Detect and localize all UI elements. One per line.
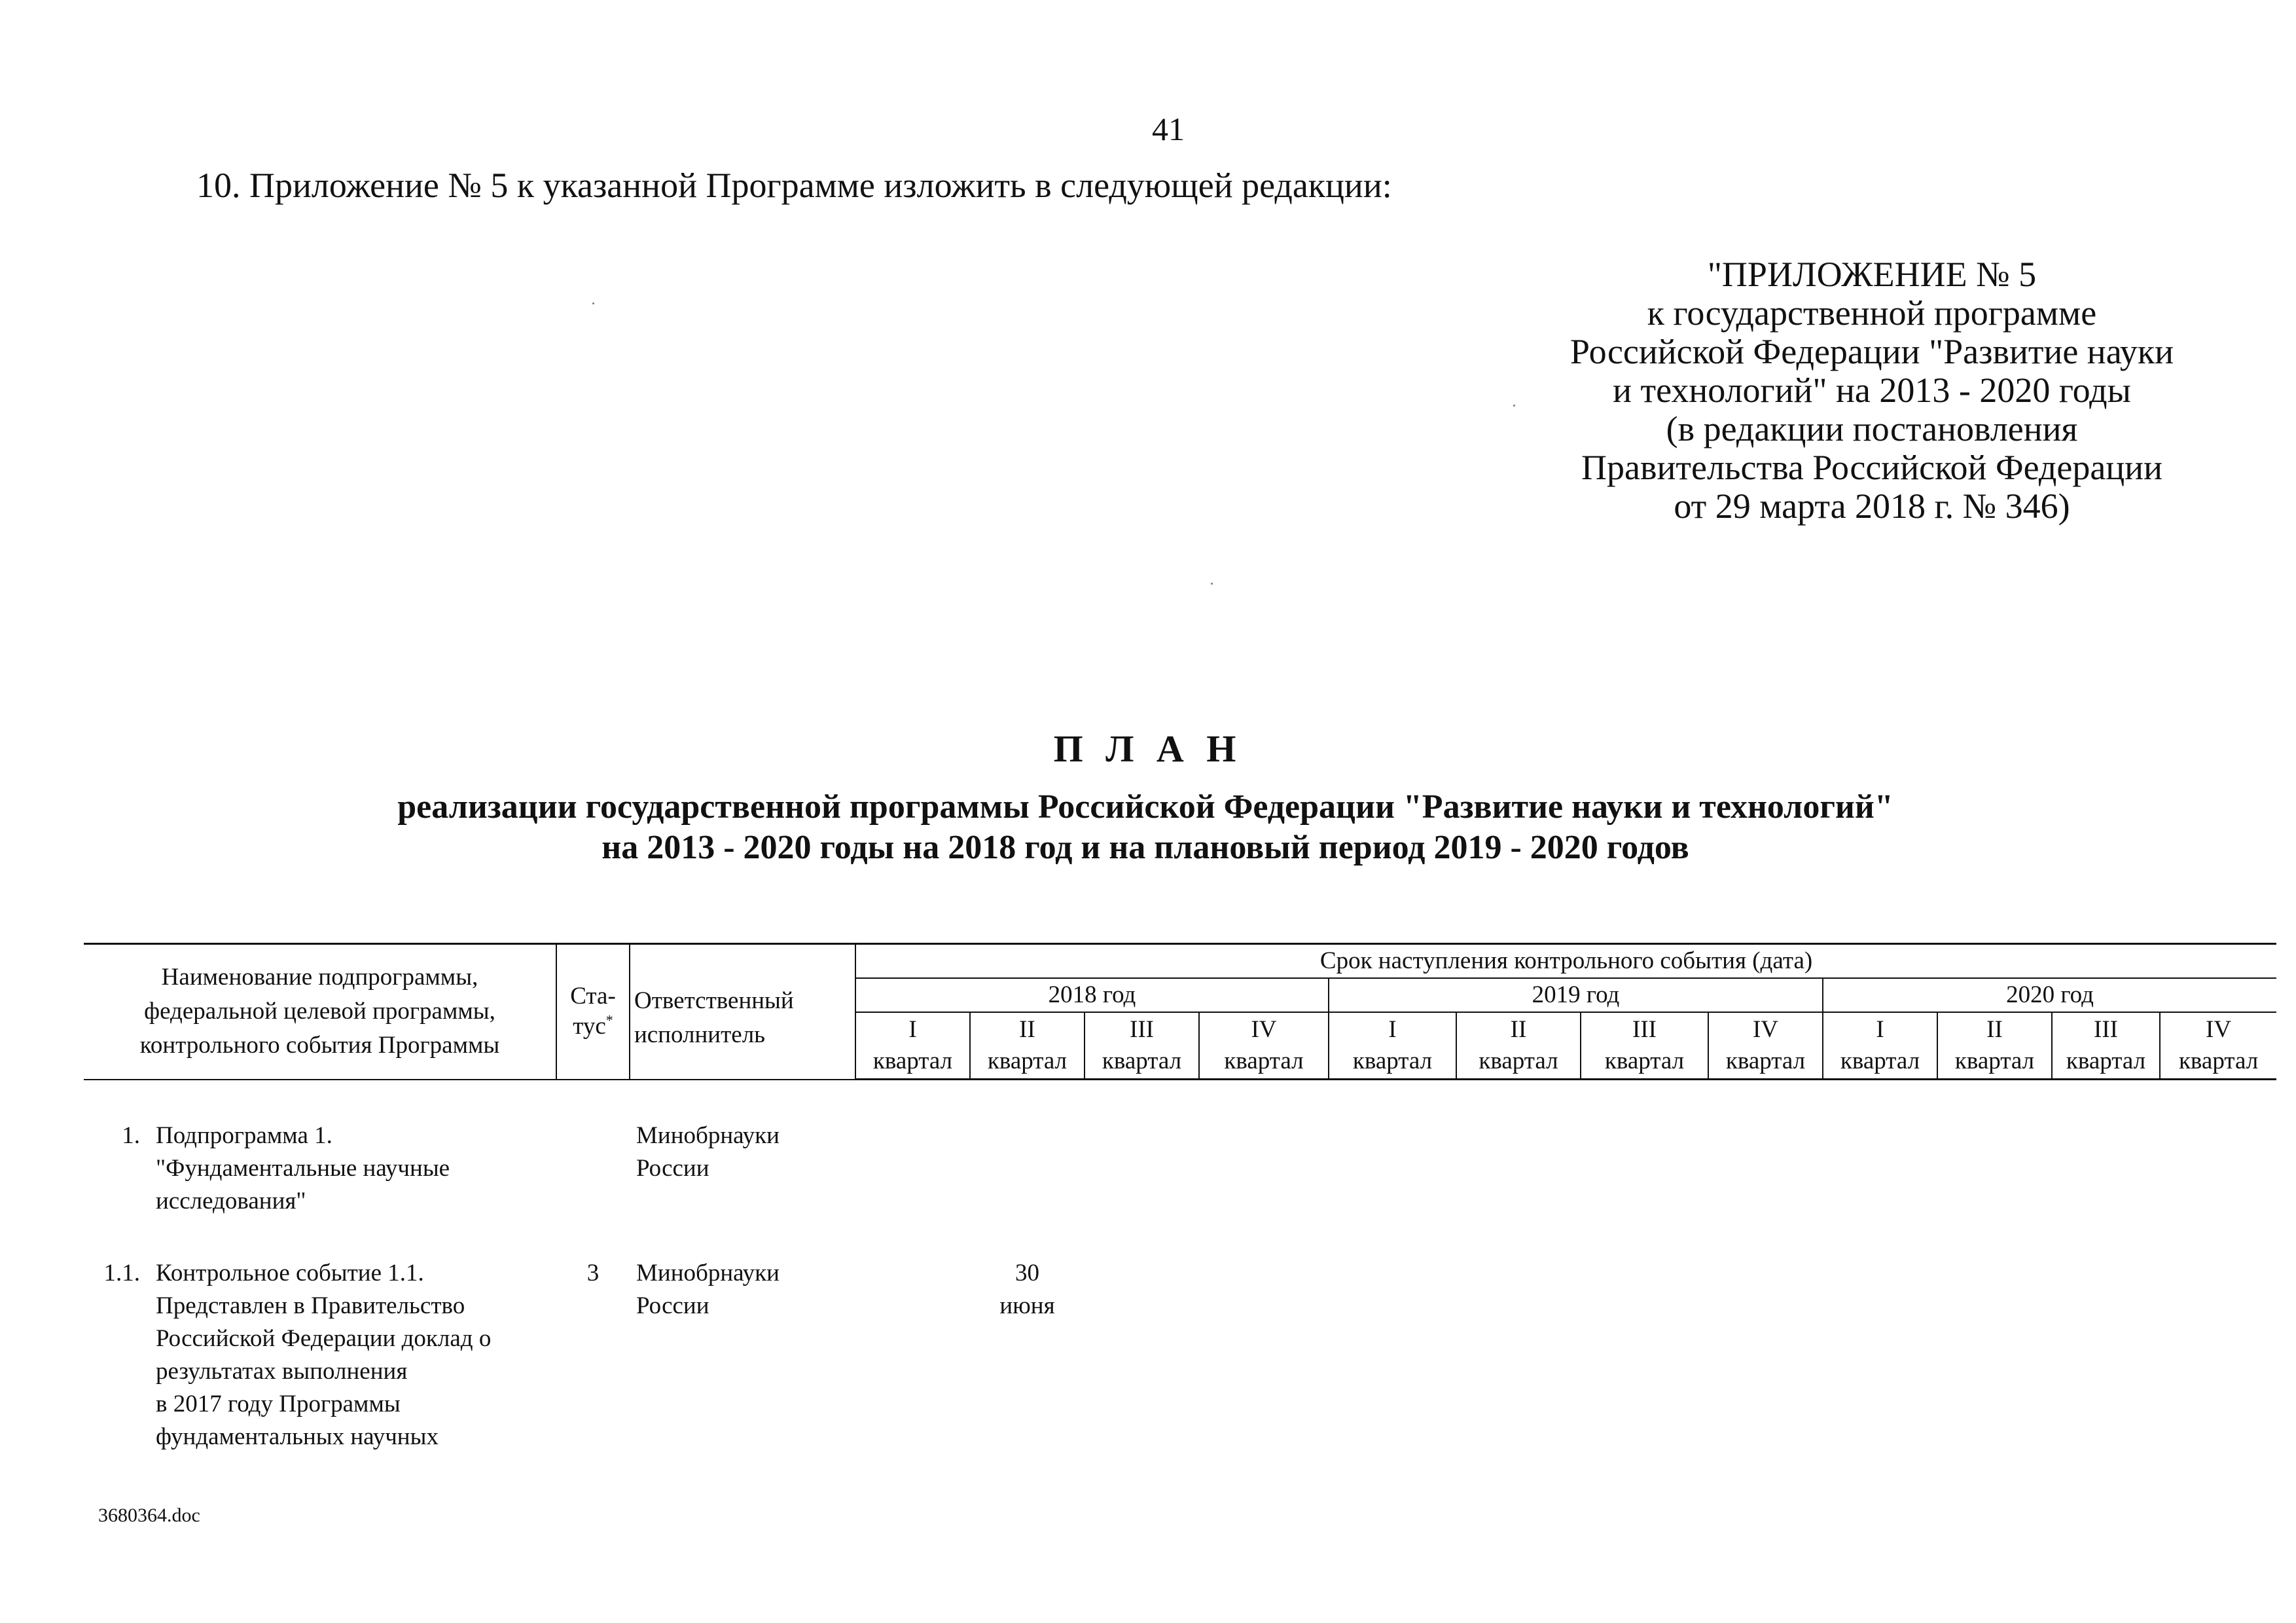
quarter-numeral: III (1632, 1016, 1657, 1043)
row-status: 3 (586, 1260, 600, 1286)
page-number: 41 (1152, 111, 1185, 147)
row-date (1581, 1257, 1708, 1453)
row-date (2160, 1120, 2276, 1218)
deadline-header: Срок наступления контрольного события (дата) (855, 944, 2276, 979)
name-header-line: федеральной целевой программы, (144, 998, 495, 1025)
quarter-word: квартал (1102, 1048, 1182, 1074)
scan-speck (1211, 583, 1213, 585)
row-date (1456, 1120, 1581, 1218)
quarter-word: квартал (1352, 1048, 1433, 1074)
quarter-word: квартал (1840, 1048, 1920, 1074)
plan-table (84, 943, 2276, 1453)
executor-header-line2: исполнитель (634, 1021, 766, 1048)
status-header-line1: Ста- (570, 983, 616, 1010)
scan-speck (1513, 405, 1515, 407)
quarter-word: квартал (1224, 1048, 1304, 1074)
row-date (970, 1120, 1085, 1218)
quarter-header (1708, 1012, 1823, 1080)
row-date (855, 1257, 970, 1453)
row-date (1085, 1120, 1199, 1218)
instruction-text: 10. Приложение № 5 к указанной Программе изложить в следующей редакции: (196, 166, 1392, 205)
row-executor: Минобрнауки России (636, 1260, 780, 1319)
quarter-header (1581, 1012, 1708, 1080)
status-header-line2: тус (573, 1013, 606, 1040)
row-date (1456, 1257, 1581, 1453)
row-date (1937, 1120, 2052, 1218)
quarter-word: квартал (1604, 1048, 1685, 1074)
quarter-header (855, 1012, 970, 1080)
row-number: 1. (122, 1122, 140, 1149)
row-date (2052, 1120, 2160, 1218)
quarter-word: квартал (872, 1048, 953, 1074)
scan-speck (592, 302, 594, 304)
appendix-header (1505, 255, 2238, 526)
appendix-header-line: Российской Федерации "Развитие науки (1570, 332, 2174, 371)
quarter-numeral: III (1130, 1016, 1154, 1043)
quarter-numeral: IV (1251, 1016, 1277, 1043)
quarter-word: квартал (987, 1048, 1067, 1074)
quarter-numeral: IV (2206, 1016, 2232, 1043)
status-footnote-mark: * (605, 1012, 613, 1029)
row-date (1581, 1120, 1708, 1218)
plan-subtitle-line: реализации государственной программы Российской Федерации "Развитие науки и технологий" (397, 788, 1893, 826)
row-date (1937, 1257, 2052, 1453)
document-code: 3680364.doc (98, 1504, 200, 1526)
quarter-header (1456, 1012, 1581, 1080)
quarter-numeral: I (908, 1016, 917, 1043)
appendix-header-line: от 29 марта 2018 г. № 346) (1674, 486, 2070, 526)
year-header-2018: 2018 год (855, 978, 1329, 1012)
plan-subtitle-line: на 2013 - 2020 годы на 2018 год и на плановый период 2019 - 2020 годов (601, 829, 1689, 866)
year-header-2020: 2020 год (1823, 978, 2276, 1012)
row-date (2052, 1257, 2160, 1453)
quarter-header (970, 1012, 1085, 1080)
row-number: 1.1. (103, 1260, 140, 1286)
row-name: Подпрограмма 1. "Фундаментальные научные исследования" (156, 1122, 450, 1214)
quarter-numeral: II (1986, 1016, 2003, 1043)
row-date (1199, 1120, 1329, 1218)
name-header-line: Наименование подпрограммы, (161, 964, 478, 991)
executor-header-line1: Ответственный (634, 987, 794, 1014)
row-status (556, 1120, 630, 1218)
table-row (84, 1120, 2276, 1218)
quarter-numeral: I (1876, 1016, 1884, 1043)
row-date (1085, 1257, 1199, 1453)
executor-column-header (630, 944, 855, 1080)
appendix-header-line: (в редакции постановления (1666, 409, 2078, 448)
quarter-numeral: III (2094, 1016, 2118, 1043)
name-column-header (84, 944, 556, 1080)
quarter-word: квартал (1479, 1048, 1558, 1074)
appendix-header-line: и технологий" на 2013 - 2020 годы (1613, 371, 2131, 410)
row-date (1329, 1120, 1456, 1218)
table-row (84, 1257, 2276, 1453)
quarter-word: квартал (2066, 1048, 2146, 1074)
status-column-header (556, 944, 630, 1080)
row-date (1199, 1257, 1329, 1453)
quarter-header (1823, 1012, 1937, 1080)
row-name: Контрольное событие 1.1. Представлен в Правительство Российской Федерации доклад о результатах выполнения в 2017 году Программы фундаментальных научных (156, 1260, 492, 1450)
quarter-header (1329, 1012, 1456, 1080)
quarter-word: квартал (2178, 1048, 2259, 1074)
row-date: 30 июня (999, 1260, 1055, 1319)
row-date (1823, 1257, 1937, 1453)
row-date (855, 1120, 970, 1218)
quarter-numeral: I (1388, 1016, 1397, 1043)
quarter-header (1199, 1012, 1329, 1080)
quarter-header (2160, 1012, 2276, 1080)
quarter-numeral: II (1510, 1016, 1527, 1043)
appendix-header-line: к государственной программе (1647, 293, 2097, 333)
plan-title: П Л А Н (1053, 727, 1243, 770)
quarter-word: квартал (1725, 1048, 1806, 1074)
quarter-header (1085, 1012, 1199, 1080)
quarter-header (2052, 1012, 2160, 1080)
row-date (1708, 1257, 1823, 1453)
quarter-numeral: II (1019, 1016, 1035, 1043)
name-header-line: контрольного события Программы (139, 1032, 500, 1059)
row-executor: Минобрнауки России (636, 1122, 780, 1182)
quarter-header (1937, 1012, 2052, 1080)
quarter-word: квартал (1954, 1048, 2035, 1074)
row-date (2160, 1257, 2276, 1453)
plan-subtitle (196, 787, 2094, 868)
row-date (1823, 1120, 1937, 1218)
quarter-numeral: IV (1752, 1016, 1779, 1043)
appendix-header-line: Правительства Российской Федерации (1581, 448, 2162, 487)
row-date (1708, 1120, 1823, 1218)
year-header-2019: 2019 год (1329, 978, 1823, 1012)
appendix-header-line: "ПРИЛОЖЕНИЕ № 5 (1707, 255, 2037, 294)
row-date (1329, 1257, 1456, 1453)
